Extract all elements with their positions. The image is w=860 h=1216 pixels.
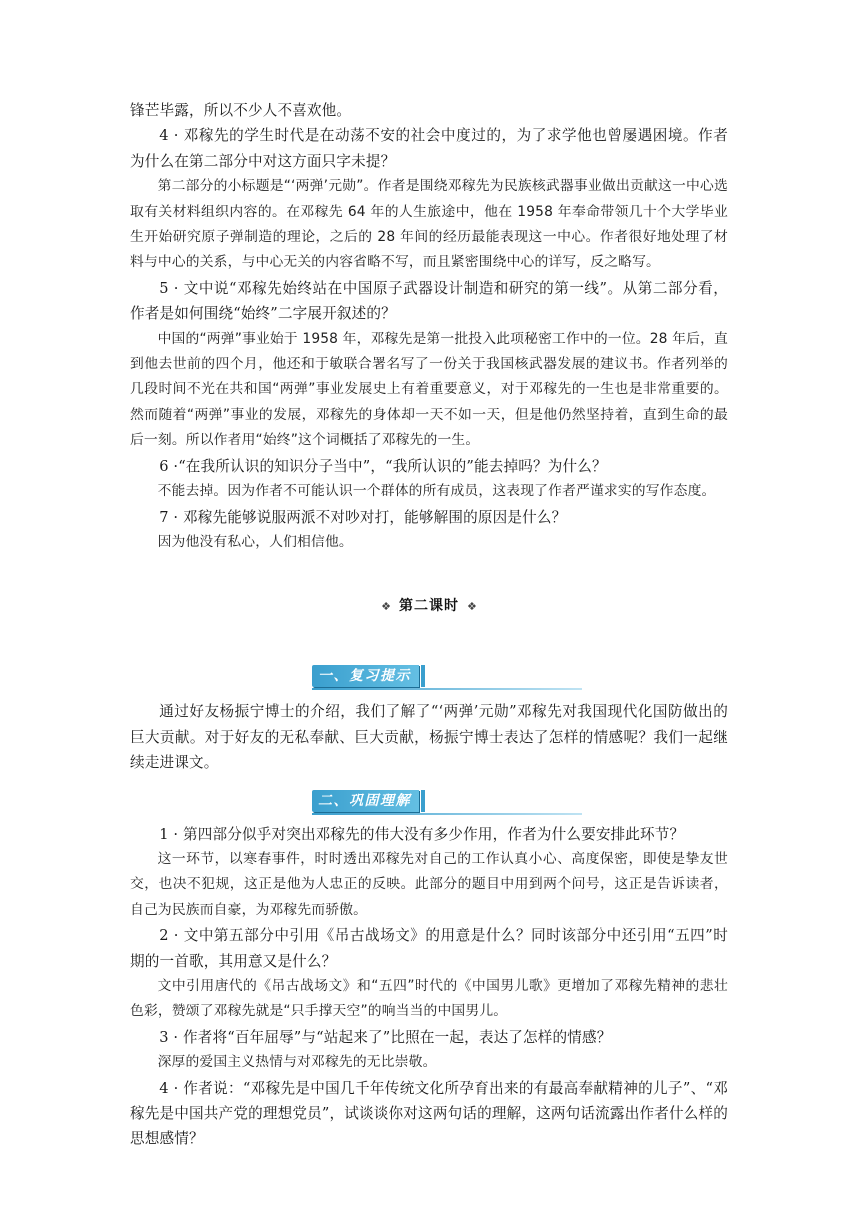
ornament-left-icon: ❖ bbox=[381, 600, 391, 614]
answer-6: 不能去掉。因为作者不可能认识一个群体的所有成员，这表现了作者严谨求实的写作态度。 bbox=[157, 483, 716, 500]
answer-3: 深厚的爱国主义热情与对邓稼先的无比崇敬。 bbox=[157, 1054, 437, 1071]
paragraph-continuation: 锋芒毕露，所以不少人不喜欢他。 bbox=[130, 102, 352, 119]
section-heading-consolidate bbox=[312, 790, 582, 814]
lesson-title bbox=[130, 595, 728, 615]
answer-1: 这一环节，以寒春事件，时时透出邓稼先对自己的工作认真小心、高度保密，即使是挚友世交，也决不犯规，这正是他为人忠正的反映。此部分的题目中用到两个问号，这正是告诉读者，自己为民族而自豪，为邓稼先而骄傲。 bbox=[130, 850, 728, 918]
question-7: 7 · 邓稼先能够说服两派不对吵对打，能够解围的原因是什么？ bbox=[159, 508, 567, 526]
document-page bbox=[130, 98, 728, 1152]
answer-4: 第二部分的小标题是“‘两弹’元勋”。作者是围绕邓稼先为民族核武器事业做出贡献这一中心选取有关材料组织内容的。在邓稼先 64 年的人生旅途中，他在 1958 年奉命带领几十个大学毕业生开始研究原子弹制造的理论，之后的 28 年间的经历最能表现这一中心。作者很好地处理了材料与中心的关系，与中心无关的内容省略不写，而且紧密围绕中心的详写，反之略写。 bbox=[130, 178, 728, 271]
question-6: 6 ·“在我所认识的知识分子当中”，“我所认识的”能去掉吗？为什么？ bbox=[159, 457, 607, 475]
question-4b: 4 · 作者说：“邓稼先是中国几千年传统文化所孕育出来的有最高奉献精神的儿子”、“邓稼先是中国共产党的理想党员”，试谈谈你对这两句话的理解，这两句话流露出作者什么样的思想感情？ bbox=[130, 1079, 728, 1148]
lesson-title-text: 第二课时 bbox=[399, 598, 459, 615]
ornament-right-icon: ❖ bbox=[467, 600, 477, 614]
question-2: 2 · 文中第五部分中引用《吊古战场文》的用意是什么？同时该部分中还引用“五四”时期的一首歌，其用意又是什么？ bbox=[130, 927, 728, 970]
question-3: 3 · 作者将“百年屈辱”与“站起来了”比照在一起，表达了怎样的情感？ bbox=[159, 1028, 612, 1046]
review-paragraph: 通过好友杨振宁博士的介绍，我们了解了“‘两弹’元勋”邓稼先对我国现代化国防做出的巨大贡献。对于好友的无私奉献、巨大贡献，杨振宁博士表达了怎样的情感呢？我们一起继续走进课文。 bbox=[130, 703, 728, 772]
heading-tick bbox=[421, 790, 425, 812]
question-5: 5 · 文中说“邓稼先始终站在中国原子武器设计制造和研究的第一线”。从第二部分看，作者是如何围绕“始终”二字展开叙述的？ bbox=[130, 279, 728, 323]
question-4: 4 · 邓稼先的学生时代是在动荡不安的社会中度过的，为了求学他也曾屡遇困境。作者为什么在第二部分中对这方面只字未提？ bbox=[130, 127, 728, 170]
answer-5: 中国的“两弹”事业始于 1958 年，邓稼先是第一批投入此项秘密工作中的一位。28 年后，直到他去世前的四个月，他还和于敏联合署名写了一份关于我国核武器发展的建议书。作者列举的几段时间不光在共和国“两弹”事业发展史上有着重要意义，对于邓稼先的一生也是非常重要的。然而随着“两弹”事业的发展，邓稼先的身体却一天不如一天，但是他仍然坚持着，直到生命的最后一刻。所以作者用“始终”这个词概括了邓稼先的一生。 bbox=[130, 330, 728, 449]
section-heading-review bbox=[312, 665, 582, 689]
heading-underline bbox=[312, 688, 582, 690]
question-1: 1 · 第四部分似乎对突出邓稼先的伟大没有多少作用，作者为什么要安排此环节？ bbox=[159, 825, 685, 843]
heading-tick bbox=[421, 665, 425, 687]
section-heading-label: 一、复习提示 bbox=[312, 665, 419, 687]
answer-2: 文中引用唐代的《吊古战场文》和“五四”时代的《中国男儿歌》更增加了邓稼先精神的悲壮色彩，赞颂了邓稼先就是“只手撑天空”的响当当的中国男儿。 bbox=[130, 977, 728, 1020]
answer-7: 因为他没有私心，人们相信他。 bbox=[157, 533, 353, 550]
heading-underline bbox=[312, 813, 582, 815]
section-heading-label: 二、巩固理解 bbox=[312, 790, 419, 812]
